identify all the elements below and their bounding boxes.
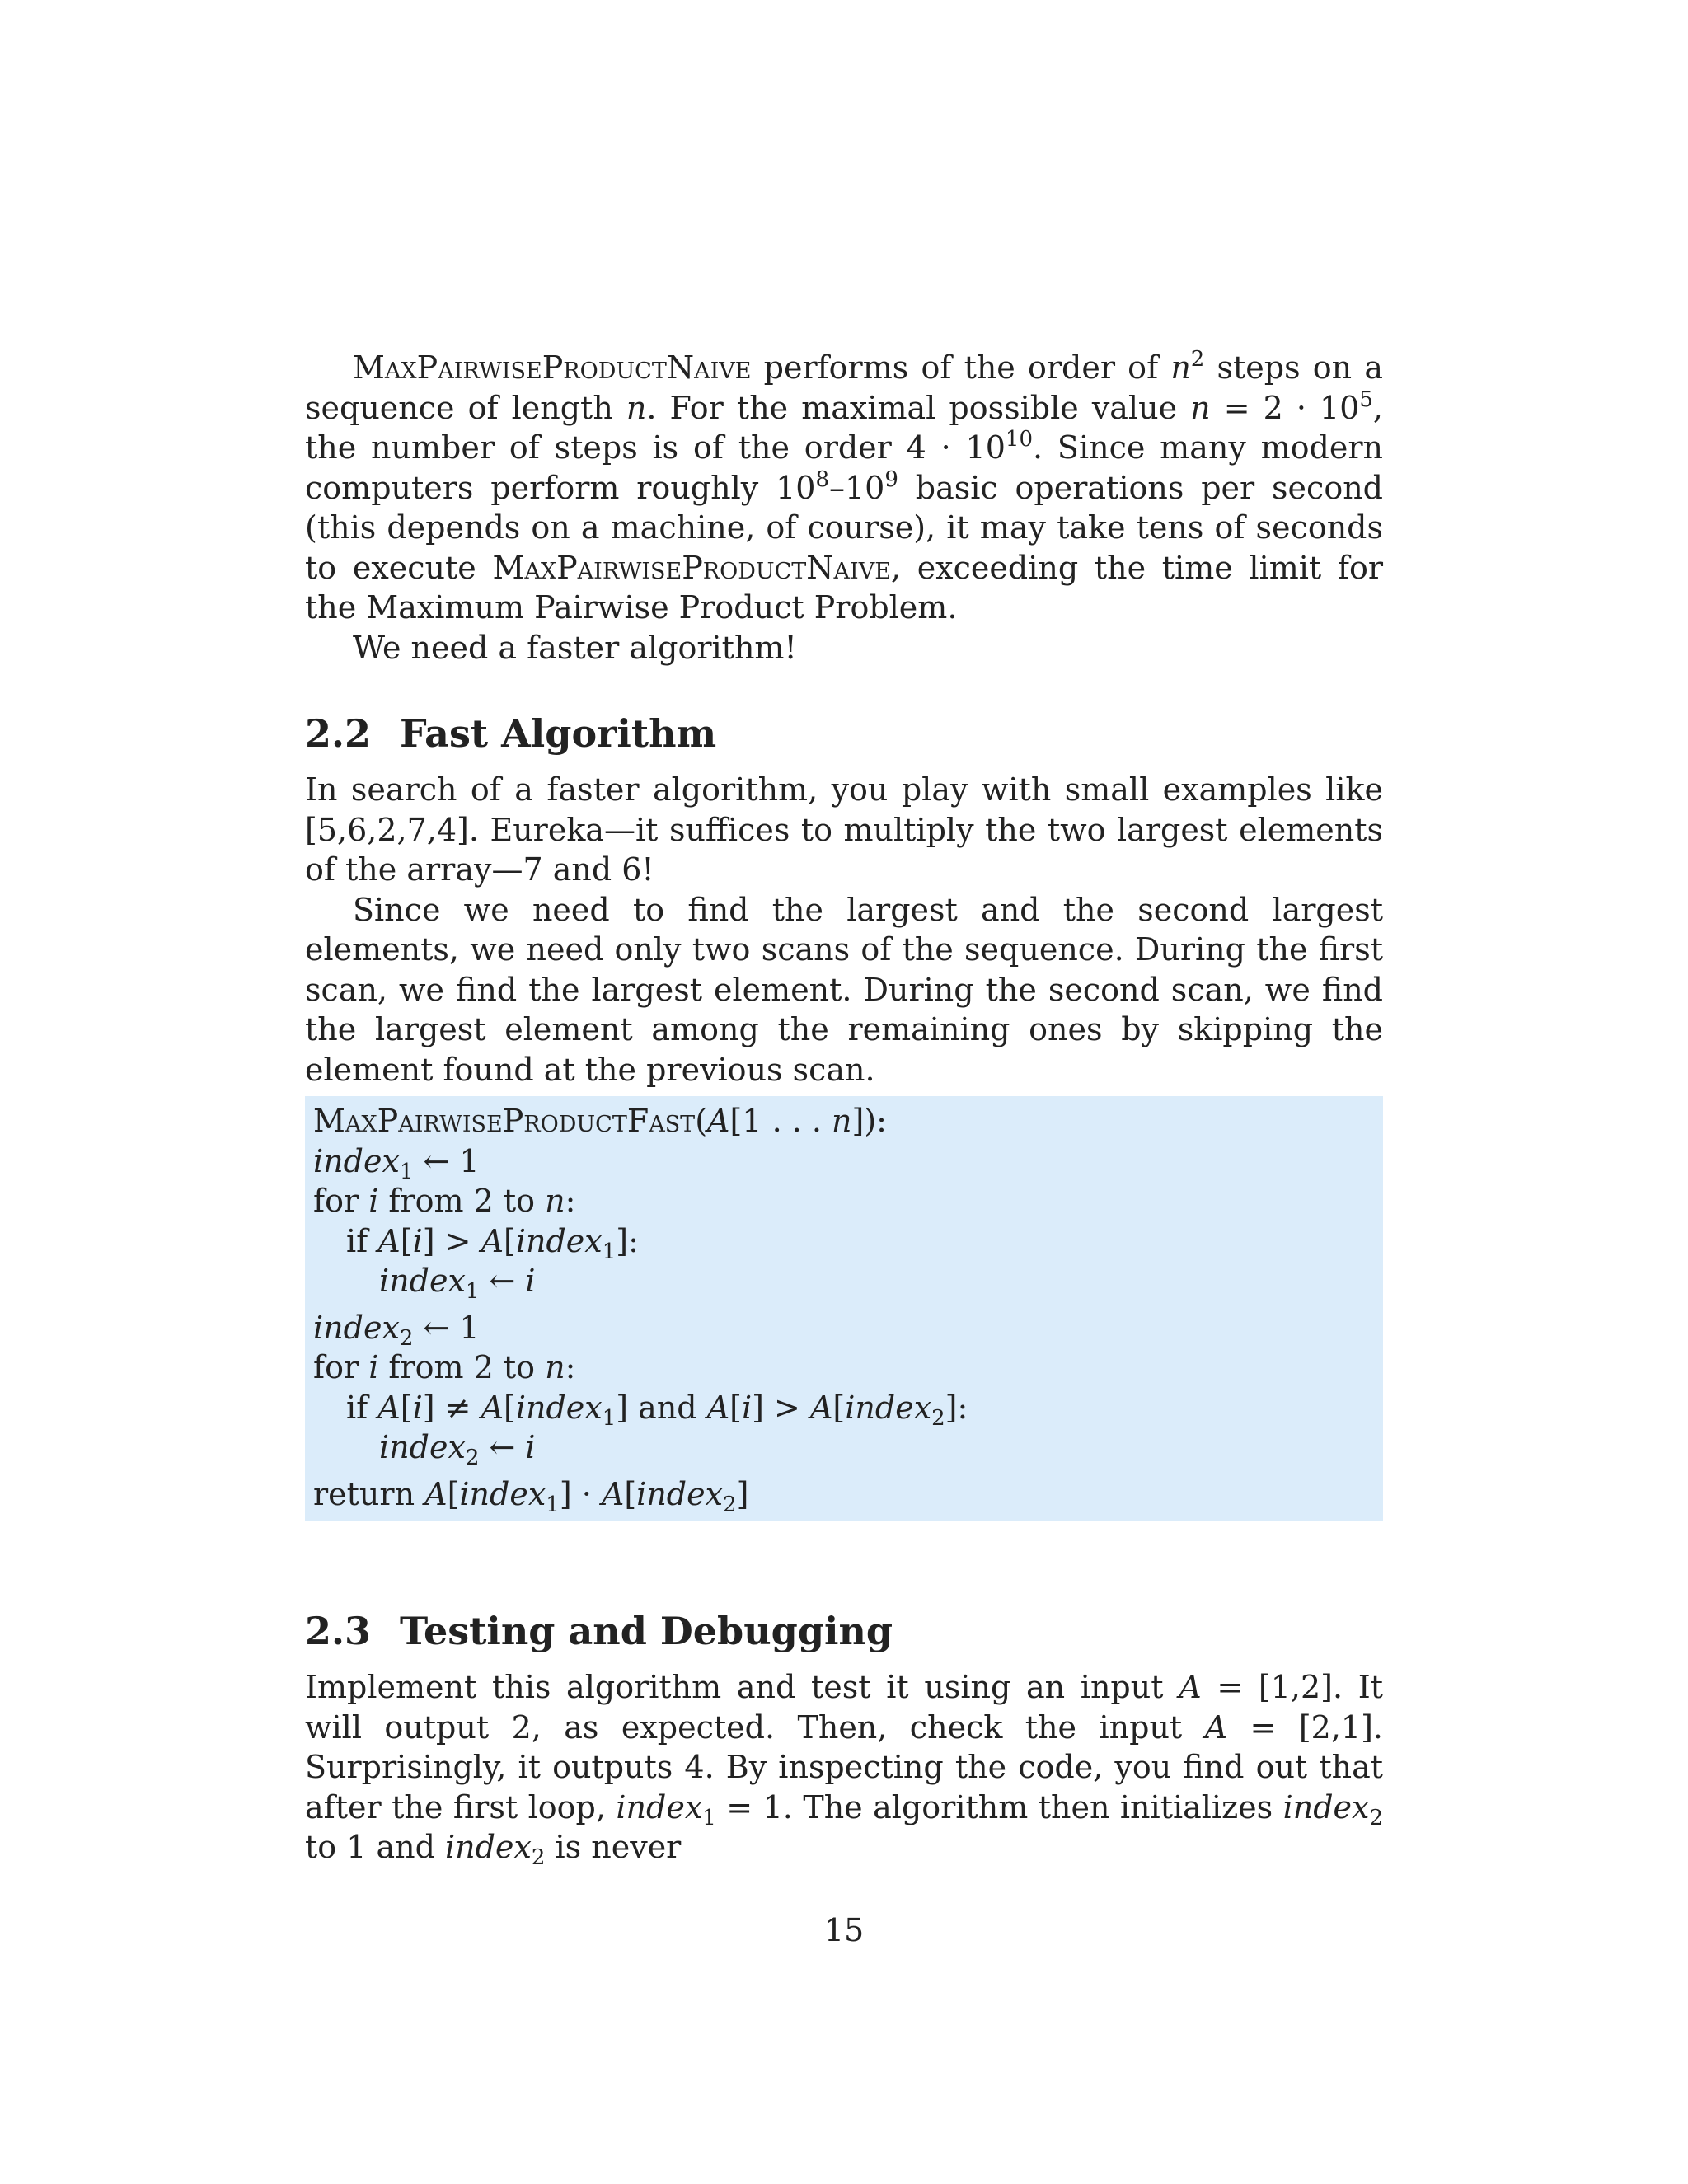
code-var: n [545, 1183, 565, 1219]
code-var: index [515, 1222, 603, 1259]
pseudocode-line [313, 1181, 1375, 1221]
text-run: . For the maximal possible value [646, 389, 1191, 426]
code-var: A [809, 1389, 833, 1426]
subscript: 1 [546, 1492, 560, 1517]
code-var: A [481, 1222, 504, 1259]
pseudocode-line [313, 1308, 1375, 1351]
text-run: = [2,1]. Surprisingly, it outputs 4. By inspecting the code, you find out that after the first loop, [305, 1708, 1383, 1825]
code-text: ]: [945, 1389, 968, 1426]
code-text: : [565, 1183, 576, 1219]
code-var: A [601, 1475, 625, 1512]
pseudocode-line [313, 1261, 1375, 1304]
pseudocode-header [313, 1101, 1375, 1141]
pseudocode-line [313, 1347, 1375, 1388]
code-text: [ [504, 1389, 516, 1426]
subscript: 2 [931, 1405, 945, 1431]
text-run: = 1. The algorithm then initializes [715, 1788, 1283, 1825]
section-number: 2.2 [305, 711, 372, 756]
pseudocode-line [313, 1427, 1375, 1468]
math-var: index [1282, 1788, 1370, 1825]
exponent: 5 [1359, 387, 1373, 412]
code-var: index [379, 1429, 466, 1465]
pseudocode-line [313, 1474, 1375, 1515]
math-var: A [1179, 1669, 1202, 1705]
section-title: Fast Algorithm [400, 711, 717, 756]
section-title: Testing and Debugging [400, 1609, 893, 1653]
section-heading-testing-debugging [305, 1606, 1383, 1656]
code-keyword: for [313, 1349, 369, 1385]
code-text: [1 . . . [729, 1103, 832, 1139]
code-text: [ [447, 1475, 460, 1512]
code-text: ( [695, 1103, 708, 1139]
exponent: 9 [884, 466, 898, 492]
text-run: , the number of steps is of the order 4 · 10 [305, 389, 1384, 466]
text-run: , exceeding the time limit for the Maximum Pairwise Product Problem. [305, 549, 1383, 626]
code-var: index [313, 1142, 400, 1179]
subscript: 1 [399, 1159, 414, 1184]
code-var: A [424, 1475, 448, 1512]
code-text: ] > [752, 1389, 810, 1426]
code-text: : [565, 1349, 576, 1385]
code-text: ]: [616, 1222, 639, 1259]
code-var: i [525, 1263, 536, 1299]
code-var: index [459, 1475, 546, 1512]
paragraph-testing [305, 1667, 1383, 1868]
subscript: 1 [702, 1805, 716, 1830]
text-run: is never [545, 1829, 682, 1865]
subscript: 2 [723, 1492, 737, 1517]
code-keyword: if [346, 1389, 378, 1426]
algorithm-name: MaxPairwiseProductNaive [492, 549, 891, 586]
code-var: i [368, 1349, 379, 1385]
code-keyword: if [346, 1222, 378, 1259]
code-var: i [412, 1222, 423, 1259]
code-text: [ [729, 1389, 742, 1426]
text-run: . Since many modern computers perform roughly 10 [305, 429, 1383, 506]
subscript: 2 [531, 1845, 546, 1870]
code-var: i [525, 1429, 536, 1465]
code-text: ] ≠ [422, 1389, 481, 1426]
code-text: [ [832, 1389, 846, 1426]
section-heading-fast-algorithm [305, 709, 1383, 758]
code-var: i [368, 1183, 379, 1219]
page-number: 15 [823, 1912, 865, 1948]
subscript: 2 [399, 1325, 414, 1351]
code-var: index [379, 1263, 466, 1299]
code-text: ← 1 [413, 1142, 480, 1179]
code-var: A [707, 1103, 730, 1139]
math-var: n [1170, 349, 1191, 386]
pseudocode-line [313, 1388, 1375, 1431]
exponent: 10 [1005, 427, 1034, 452]
code-text: ← [479, 1429, 526, 1465]
paragraph-eureka: In search of a faster algorithm, you play with small examples like [5,6,2,7,4]. Eureka—it suffices to multiply the two largest elements of the array—7 and 6! [305, 771, 1383, 888]
text-run: performs of the order of [751, 349, 1171, 386]
code-var: i [412, 1389, 423, 1426]
algorithm-name: MaxPairwiseProductFast [313, 1103, 696, 1139]
math-var: n [1190, 389, 1211, 426]
exponent: 2 [1190, 347, 1205, 372]
paragraph-naive-complexity [305, 348, 1383, 628]
code-var: index [636, 1475, 724, 1512]
text-run: steps on a sequence of length [305, 349, 1383, 426]
subscript: 1 [602, 1239, 617, 1264]
code-text: [ [624, 1475, 637, 1512]
code-text: [ [400, 1222, 413, 1259]
code-var: index [845, 1389, 932, 1426]
text-run: Implement this algorithm and test it using an input [305, 1669, 1179, 1705]
exponent: 8 [815, 466, 829, 492]
paragraph-two-scans: Since we need to find the largest and the second largest elements, we need only two scans of the sequence. During the first scan, we find the largest element. During the second scan, we find the largest element among the remaining ones by skipping the element found at the previous scan. [305, 891, 1383, 1088]
math-var: index [445, 1829, 532, 1865]
subscript: 2 [465, 1446, 480, 1470]
code-var: A [377, 1389, 401, 1426]
code-keyword: return [313, 1475, 425, 1512]
code-text: ] > [422, 1222, 481, 1259]
code-text: ] [736, 1475, 749, 1512]
text-run: –10 [828, 469, 885, 506]
page-content [305, 348, 1383, 1868]
subscript: 1 [465, 1279, 480, 1304]
code-var: n [545, 1349, 565, 1385]
section-number: 2.3 [305, 1609, 372, 1653]
math-var: index [616, 1788, 703, 1825]
code-var: index [313, 1309, 400, 1346]
math-var: n [626, 389, 647, 426]
pseudocode-block [305, 1096, 1383, 1521]
pseudocode-line [313, 1221, 1375, 1262]
code-text: [ [504, 1222, 516, 1259]
code-text: ← 1 [413, 1309, 480, 1346]
text-run: = 2 · 10 [1210, 389, 1360, 426]
code-var: i [741, 1389, 753, 1426]
math-var: A [1204, 1708, 1228, 1746]
code-keyword: for [313, 1183, 369, 1219]
code-var: index [515, 1389, 603, 1426]
subscript: 2 [1369, 1805, 1383, 1830]
text-run: basic operations per second (this depends on a machine, of course), it may take tens of seconds to execute [305, 469, 1383, 586]
code-var: A [706, 1389, 730, 1426]
paragraph-need-faster: We need a faster algorithm! [353, 629, 797, 666]
pseudocode-line [313, 1141, 1375, 1182]
code-var: n [832, 1103, 852, 1139]
code-text: ] · [559, 1475, 602, 1512]
code-text: from 2 to [378, 1349, 546, 1385]
code-text: from 2 to [378, 1183, 546, 1219]
code-var: A [481, 1389, 504, 1426]
text-run: to 1 and [305, 1829, 446, 1865]
subscript: 1 [602, 1405, 617, 1431]
code-var: A [377, 1222, 401, 1259]
code-text: [ [400, 1389, 413, 1426]
code-text: ]): [851, 1103, 887, 1139]
algorithm-name: MaxPairwiseProductNaive [353, 349, 752, 386]
code-text: ] and [616, 1389, 707, 1426]
text-run: = [1,2]. It will output 2, as expected. Then, check the input [305, 1669, 1384, 1746]
code-text: ← [479, 1263, 526, 1299]
